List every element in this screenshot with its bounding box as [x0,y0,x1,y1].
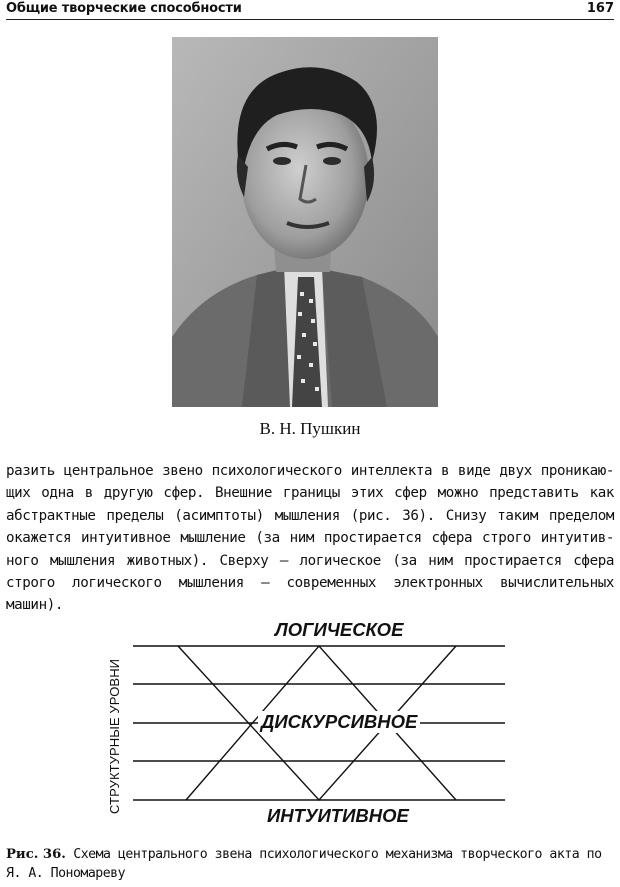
running-header [6,0,614,20]
body-line: разить центральное звено психологического интеллекта в виде двух проникаю- [6,463,614,479]
level-label-logical: ЛОГИЧЕСКОЕ [275,619,404,640]
page-number: 167 [586,1,614,16]
photo-caption: В. Н. Пушкин [259,419,361,438]
body-line: абстрактные пределы (асимптоты) мышления (рис. 36). Снизу таким пределом [6,507,614,524]
running-title: Общие творческие способности [6,1,242,16]
body-line: строго логического мышления — современных электронных вычислительных [6,575,614,592]
body-line: щих одна в другую сфер. Внешние границы этих сфер можно представить как [6,485,614,502]
figure-caption [6,845,614,883]
level-label-intuitive: ИНТУИТИВНОЕ [267,805,409,826]
body-line: окажется интуитивное мышление (за ним простирается сфера строго интуитив- [6,530,614,547]
figure-36-diagram [100,612,540,834]
body-line: машин). [6,597,63,614]
portrait-photo [172,37,438,407]
body-paragraph [6,460,614,617]
body-line: ного мышления животных). Сверху — логическое (за ним простирается сфера [6,552,614,569]
figure-label: Рис. 36. [6,847,66,862]
figure-caption-text: Схема центрального звена психологического механизма творческого акта по [65,847,602,862]
axis-label-structural-levels: СТРУКТУРНЫЕ УРОВНИ [107,658,122,814]
figure-caption-author: Я. А. Пономареву [6,866,126,881]
level-label-discursive: ДИСКУРСИВНОЕ [258,711,420,733]
portrait-illustration [172,37,438,407]
